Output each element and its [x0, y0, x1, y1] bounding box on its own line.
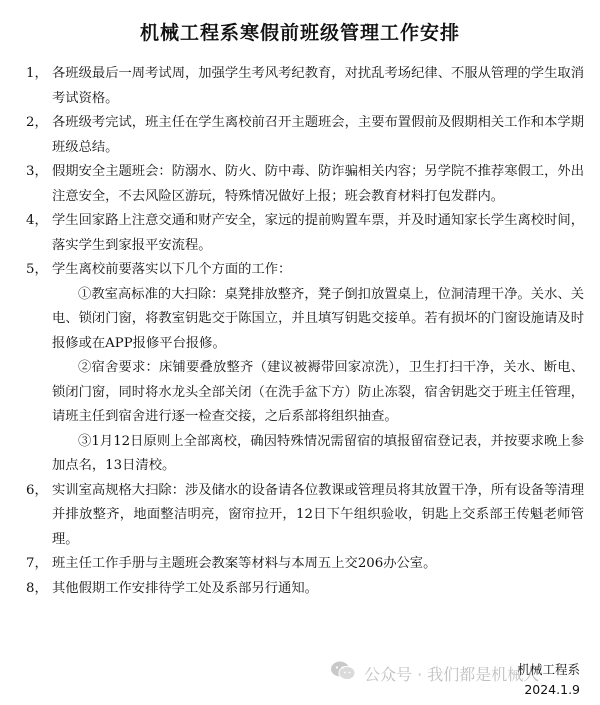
list-item — [26, 577, 584, 602]
list-item — [26, 62, 584, 111]
item-text: 学生离校前要落实以下几个方面的工作： — [52, 262, 292, 277]
item-number: 5， — [26, 262, 48, 277]
watermark-text: 公众号 · 我们都是机械人 — [364, 664, 540, 684]
item-number: 8， — [26, 580, 48, 596]
item-text: 其他假期工作安排待学工处及系部另行通知。 — [52, 580, 318, 596]
item-number: 3， — [26, 164, 48, 179]
list-item — [26, 160, 584, 209]
item-text: 假期安全主题班会：防溺水、防火、防中毒、防诈骗相关内容；另学院不推荐寒假工，外出注意安全，不去风险区游玩，特殊情况做好上报；班会教育材料打包发群内。 — [52, 164, 584, 204]
sub-item: ③1月12日原则上全部离校，确因特殊情况需留宿的填报留宿登记表，并按要求晚上参加点名，13日清校。 — [52, 433, 584, 473]
item-text: 实训室高规格大扫除：涉及储水的设备请各位教课或管理员将其放置干净，所有设备等清理并排放整齐，地面整洁明亮，窗帘拉开，12日下午组织验收，钥匙上交系部王传魁老师管理。 — [52, 482, 584, 547]
document-body — [26, 62, 584, 601]
sub-item: ①教室高标准的大扫除：桌凳排放整齐，凳子倒扣放置桌上，位洞清理干净。关水、关电、锁闭门窗，将教室钥匙交于陈国立，并且填写钥匙交接单。若有损坏的门窗设施请及时报修或在APP报修平台报修。 — [52, 286, 584, 351]
item-number: 6， — [26, 482, 48, 498]
item-number: 4， — [26, 213, 48, 228]
wechat-icon — [330, 660, 356, 686]
list-item — [26, 479, 584, 553]
item-number: 7， — [26, 556, 48, 571]
document-title: 机械工程系寒假前班级管理工作安排 — [139, 22, 460, 44]
list-item — [26, 552, 584, 577]
sub-item: ②宿舍要求：床铺要叠放整齐（建议被褥带回家凉洗），卫生打扫干净，关水、断电、锁闭门窗，同时将水龙头全部关闭（在洗手盆下方）防止冻裂，宿舍钥匙交于班主任管理，请班主任到宿舍进行逐一检查交接，之后系部将组织抽查。 — [52, 360, 584, 424]
document-date: 2024.1.9 — [524, 682, 580, 697]
signature: 机械工程系 — [517, 662, 580, 677]
list-item — [26, 209, 584, 258]
item-number: 1， — [26, 66, 48, 81]
list-item — [26, 258, 584, 283]
watermark — [330, 660, 539, 686]
item-text: 学生回家路上注意交通和财产安全，家远的提前购置车票，并及时通知家长学生离校时间，落实学生到家报平安流程。 — [52, 213, 584, 253]
item-number: 2， — [26, 115, 48, 130]
item-text: 班主任工作手册与主题班会教案等材料与本周五上交206办公室。 — [52, 556, 437, 571]
item-text: 各班级考完试，班主任在学生离校前召开主题班会，主要布置假前及假期相关工作和本学期班级总结。 — [52, 115, 584, 155]
item-text: 各班级最后一周考试周，加强学生考风考纪教育，对扰乱考场纪律、不服从管理的学生取消考试资格。 — [52, 66, 584, 106]
list-item — [26, 111, 584, 160]
